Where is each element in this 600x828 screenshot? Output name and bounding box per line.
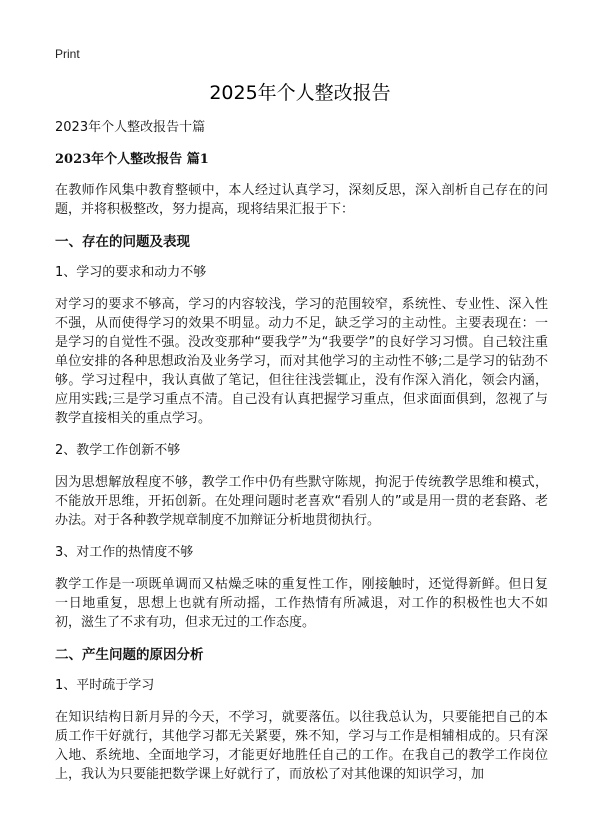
sub-heading: 1、平时疏于学习 (55, 678, 155, 693)
section-heading: 二、产生问题的原因分析 (55, 647, 204, 663)
section-2 (55, 645, 548, 784)
document-title: 2025年个人整改报告 (209, 82, 391, 104)
print-link[interactable]: Print (55, 47, 80, 61)
document-subtitle: 2023年个人整改报告十篇 (55, 120, 206, 135)
section-1-item-2 (55, 441, 548, 530)
section-2-item-1 (55, 676, 548, 784)
section-heading: 一、存在的问题及表现 (55, 234, 190, 250)
body-paragraph: 教学工作是一项既单调而又枯燥乏味的重复性工作，刚接触时，还觉得新鲜。但日复一日地重复，思想上也就有所动摇，工作热情有所减退，对工作的积极性也大不如初，滋生了不求有功，但求无过的工作态度。 (55, 577, 548, 630)
section-1-item-1 (55, 263, 548, 428)
chapter-heading: 2023年个人整改报告 篇1 (55, 152, 209, 167)
document-body (55, 118, 548, 797)
body-paragraph: 在知识结构日新月异的今天，不学习，就要落伍。以往我总认为，只要能把自己的本质工作干好就行，其他学习都无关紧要，殊不知，学习与工作是相辅相成的。只有深入地、系统地、全面地学习，才能更好地胜任自己的工作。在我自己的教学工作岗位上，我认为只要能把数学课上好就行了，而放松了对其他课的知识学习，加 (55, 710, 548, 782)
section-1-item-3 (55, 543, 548, 632)
section-1 (55, 232, 548, 632)
body-paragraph: 对学习的要求不够高，学习的内容较浅，学习的范围较窄，系统性、专业性、深入性不强，从而使得学习的效果不明显。动力不足，缺乏学习的主动性。主要表现在：一是学习的自觉性不强。没改变那种“要我学”为“我要学”的良好学习习惯。自己较注重单位安排的各种思想政治及业务学习，而对其他学习的主动性不够;二是学习的钻劲不够。学习过程中，我认真做了笔记，但往往浅尝辄止，没有作深入消化，领会内涵，应用实践;三是学习重点不清。自己没有认真把握学习重点，但求面面俱到，忽视了与教学直接相关的重点学习。 (55, 297, 548, 426)
body-paragraph: 因为思想解放程度不够，教学工作中仍有些默守陈规，拘泥于传统教学思维和模式，不能放开思维，开拓创新。在处理问题时老喜欢“看别人的”或是用一贯的老套路、老办法。对于各种教学规章制度不加辩证分析地贯彻执行。 (55, 475, 548, 528)
sub-heading: 2、教学工作创新不够 (55, 443, 181, 458)
sub-heading: 1、学习的要求和动力不够 (55, 265, 207, 280)
sub-heading: 3、对工作的热情度不够 (55, 545, 194, 560)
intro-paragraph: 在教师作风集中教育整顿中，本人经过认真学习，深刻反思，深入剖析自己存在的问题，并将积极整改，努力提高，现将结果汇报于下： (55, 183, 548, 217)
